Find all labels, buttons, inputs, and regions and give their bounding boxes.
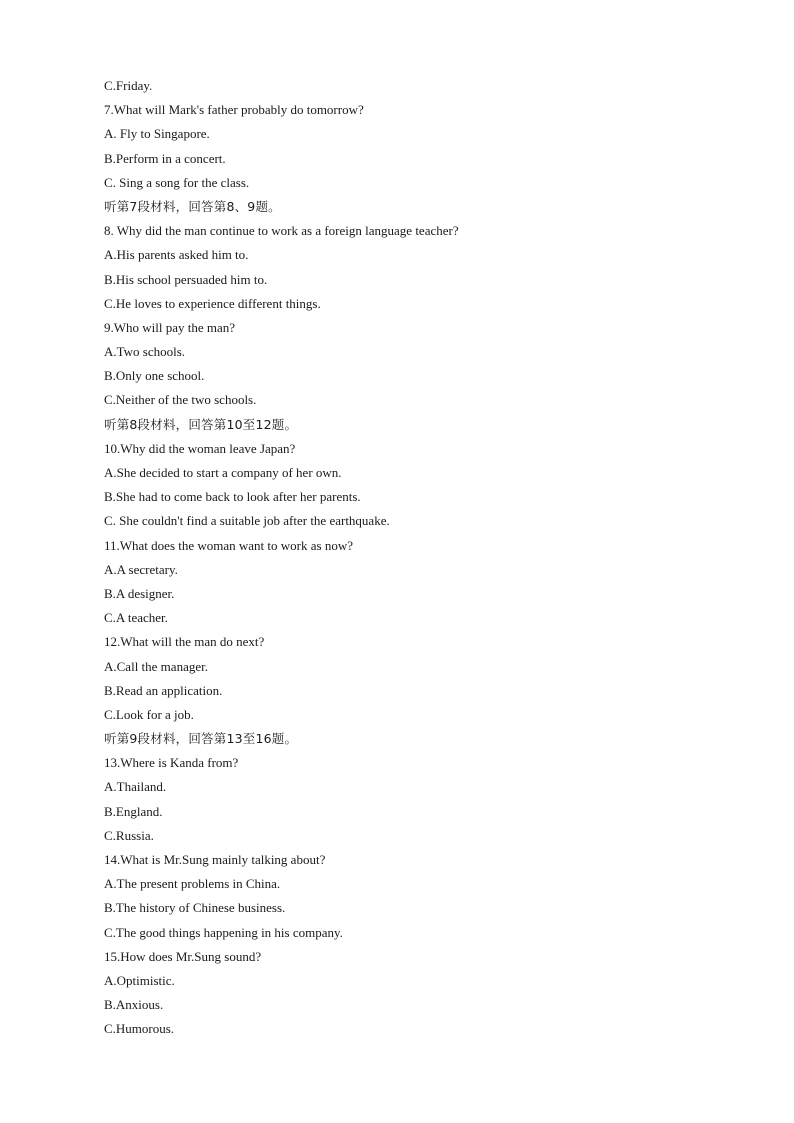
section-heading: 听第7段材料，回答第8、9题。 [104, 198, 281, 214]
option-text: B.His school persuaded him to. [104, 271, 268, 287]
section-heading: 听第8段材料，回答第10至12题。 [104, 416, 298, 432]
option-text: A.His parents asked him to. [104, 247, 249, 263]
option-text: C.Look for a job. [104, 706, 194, 722]
option-text: B.Only one school. [104, 368, 205, 384]
option-text: A. Fly to Singapore. [104, 126, 210, 142]
question-list [104, 74, 724, 1042]
option-text: C.Friday. [104, 78, 153, 93]
section-heading: 听第9段材料，回答第13至16题。 [104, 731, 298, 747]
option-text: C.Neither of the two schools. [104, 392, 257, 408]
question-text: 14.What is Mr.Sung mainly talking about? [104, 852, 326, 867]
option-text: B.Anxious. [104, 997, 164, 1013]
option-text: A.A secretary. [104, 561, 178, 577]
option-text: C.Humorous. [104, 1021, 175, 1037]
option-text: B.England. [104, 803, 163, 819]
option-text: C.Russia. [104, 827, 154, 843]
option-text: C.A teacher. [104, 610, 168, 626]
option-text: C. She couldn't find a suitable job after the earthquake. [104, 513, 390, 529]
option-text: A.Thailand. [104, 779, 167, 795]
option-text: A.Two schools. [104, 344, 186, 360]
option-text: B.A designer. [104, 585, 175, 601]
question-text: 11.What does the woman want to work as now? [104, 537, 353, 553]
option-text: A.The present problems in China. [104, 876, 281, 892]
option-text: B.Read an application. [104, 682, 223, 698]
question-text: 7.What will Mark's father probably do tomorrow? [104, 102, 364, 118]
option-text: C.He loves to experience different things. [104, 295, 321, 311]
option-text: B.She had to come back to look after her parents. [104, 489, 361, 505]
option-text: B.Perform in a concert. [104, 150, 226, 166]
question-text: 10.Why did the woman leave Japan? [104, 440, 296, 456]
question-text: 9.Who will pay the man? [104, 319, 236, 335]
question-text: 15.How does Mr.Sung sound? [104, 948, 262, 964]
question-text: 8. Why did the man continue to work as a foreign language teacher? [104, 223, 459, 239]
option-text: B.The history of Chinese business. [104, 900, 286, 916]
option-text: A.Optimistic. [104, 972, 175, 988]
question-text: 13.Where is Kanda from? [104, 755, 239, 771]
option-text: A.She decided to start a company of her own. [104, 465, 342, 480]
option-text: A.Call the manager. [104, 658, 208, 674]
option-text: C. Sing a song for the class. [104, 174, 250, 190]
question-text: 12.What will the man do next? [104, 634, 265, 650]
option-text: C.The good things happening in his company. [104, 924, 343, 940]
